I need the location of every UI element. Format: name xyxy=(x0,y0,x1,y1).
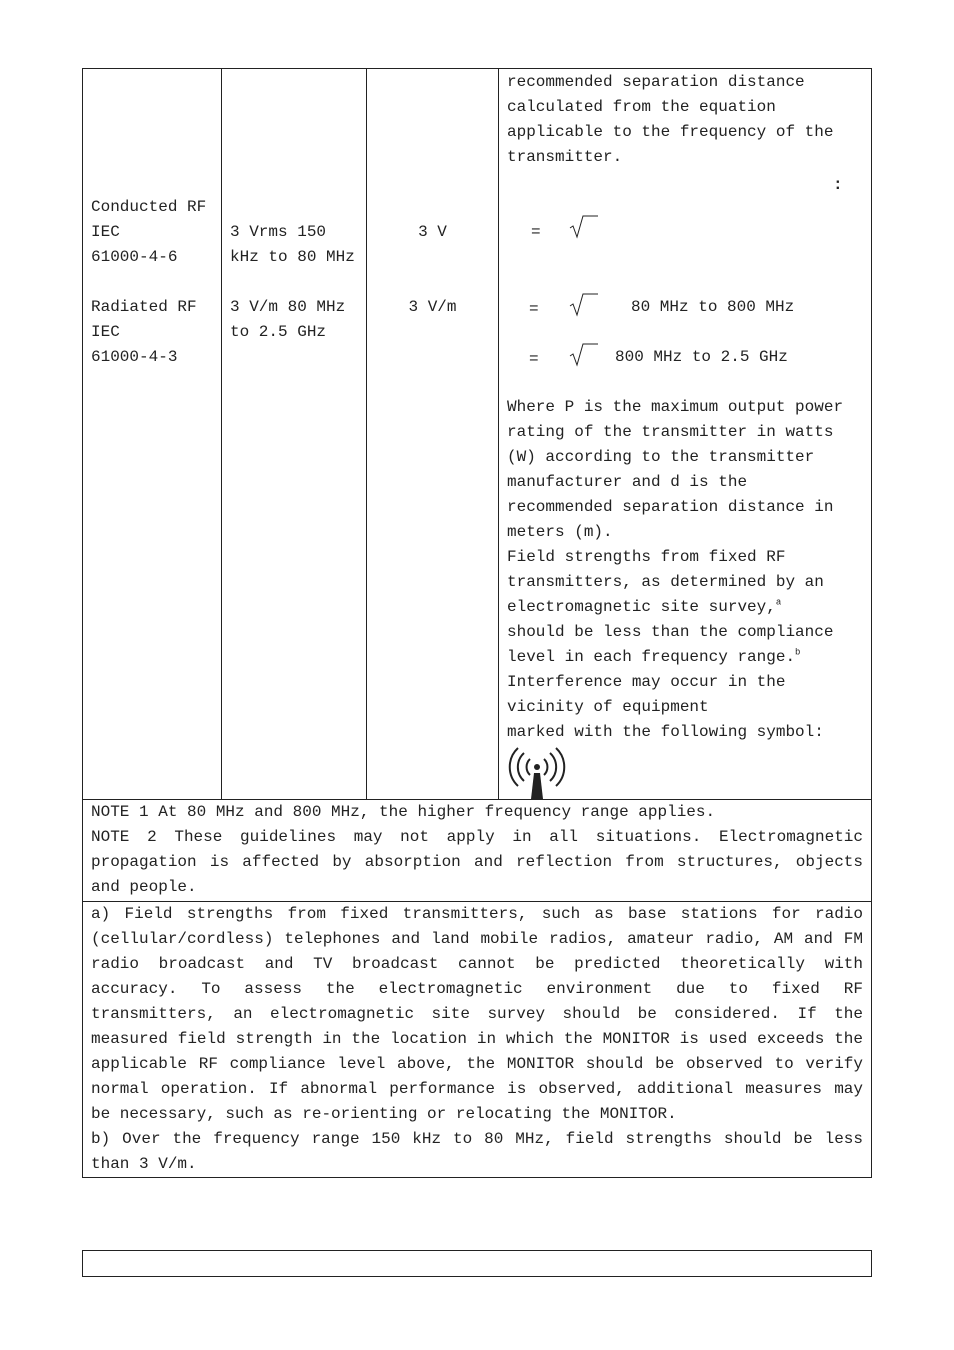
note-1: NOTE 1 At 80 MHz and 800 MHz, the higher frequency range applies. xyxy=(91,803,716,821)
square-root-icon xyxy=(569,213,599,244)
field-line-4: should be less than the compliance xyxy=(507,623,834,641)
radiated-compliance-level: 3 V/m xyxy=(408,298,457,316)
colon-mark: : xyxy=(833,176,843,194)
where-line-2: rating of the transmitter in watts xyxy=(507,423,834,441)
intro-line-2: calculated from the equation xyxy=(507,98,776,116)
conducted-label: Conducted RF xyxy=(91,198,207,216)
guidance-column xyxy=(499,69,871,799)
immunity-table xyxy=(82,68,872,1178)
square-root-icon xyxy=(569,291,599,322)
interference-line-3: marked with the following symbol: xyxy=(507,723,824,741)
footnotes-row xyxy=(83,901,871,1177)
notes-row xyxy=(83,799,871,901)
radiated-standard-number: 61000-4-3 xyxy=(91,348,178,366)
immunity-row xyxy=(83,69,871,799)
conducted-standard-number: 61000-4-6 xyxy=(91,248,178,266)
conducted-test-level-1: 3 Vrms 150 xyxy=(230,223,327,241)
field-line-5-text: level in each frequency range. xyxy=(507,648,796,666)
equation-1-equals: = xyxy=(531,223,541,241)
radiated-standard-prefix: IEC xyxy=(91,323,120,341)
conducted-standard-prefix: IEC xyxy=(91,223,120,241)
field-line-1: Field strengths from fixed RF xyxy=(507,548,786,566)
radiated-test-level-2: to 2.5 GHz xyxy=(230,323,327,341)
square-root-icon xyxy=(569,341,599,372)
radiated-label: Radiated RF xyxy=(91,298,197,316)
equation-2-equals: = xyxy=(529,300,539,318)
equation-2-range: 80 MHz to 800 MHz xyxy=(631,298,795,316)
where-line-1: Where P is the maximum output power xyxy=(507,398,844,416)
footnote-ref-b: b xyxy=(795,647,801,658)
footer-box xyxy=(82,1250,872,1277)
where-line-5: recommended separation distance in xyxy=(507,498,834,516)
field-line-2: transmitters, as determined by an xyxy=(507,573,824,591)
test-level-column xyxy=(222,69,367,799)
field-line-5 xyxy=(507,645,800,670)
footnote-a: a) Field strengths from fixed transmitters, such as base stations for radio (cellular/cordless) telephones and land mobile radios, amateur radio, AM and FM radio broadcast and TV broadcast cannot be predicted theoretically with accuracy. To assess the electromagnetic environment due to fixed RF transmitters, an electromagnetic site survey should be considered. If the measured field strength in the location in which the MONITOR is used exceeds the applicable RF compliance level above, the MONITOR should be observed to verify normal operation. If abnormal performance is observed, additional measures may be necessary, such as re-orienting or relocating the MONITOR. xyxy=(91,905,863,1123)
test-column xyxy=(83,69,222,799)
non-ionizing-radiation-icon xyxy=(507,745,567,804)
where-line-6: meters (m). xyxy=(507,523,613,541)
footnote-b: b) Over the frequency range 150 kHz to 80 MHz, field strengths should be less than 3 V/m. xyxy=(91,1130,863,1173)
equation-3-range: 800 MHz to 2.5 GHz xyxy=(615,348,788,366)
note-2: NOTE 2 These guidelines may not apply in all situations. Electromagnetic propagation is affected by absorption and reflection from structures, objects and people. xyxy=(91,828,863,896)
field-line-3-text: electromagnetic site survey, xyxy=(507,598,776,616)
interference-line-1: Interference may occur in the xyxy=(507,673,786,691)
footnote-ref-a: a xyxy=(775,597,782,608)
conducted-test-level-2: kHz to 80 MHz xyxy=(230,248,355,266)
where-line-3: (W) according to the transmitter xyxy=(507,448,815,466)
compliance-level-column xyxy=(367,69,499,799)
intro-line-4: transmitter. xyxy=(507,148,623,166)
intro-line-3: applicable to the frequency of the xyxy=(507,123,834,141)
intro-line-1: recommended separation distance xyxy=(507,73,805,91)
interference-line-2: vicinity of equipment xyxy=(507,698,709,716)
where-line-4: manufacturer and d is the xyxy=(507,473,748,491)
field-line-3 xyxy=(507,595,781,620)
equation-3-equals: = xyxy=(529,350,539,368)
conducted-compliance-level: 3 V xyxy=(418,223,447,241)
radiated-test-level-1: 3 V/m 80 MHz xyxy=(230,298,346,316)
